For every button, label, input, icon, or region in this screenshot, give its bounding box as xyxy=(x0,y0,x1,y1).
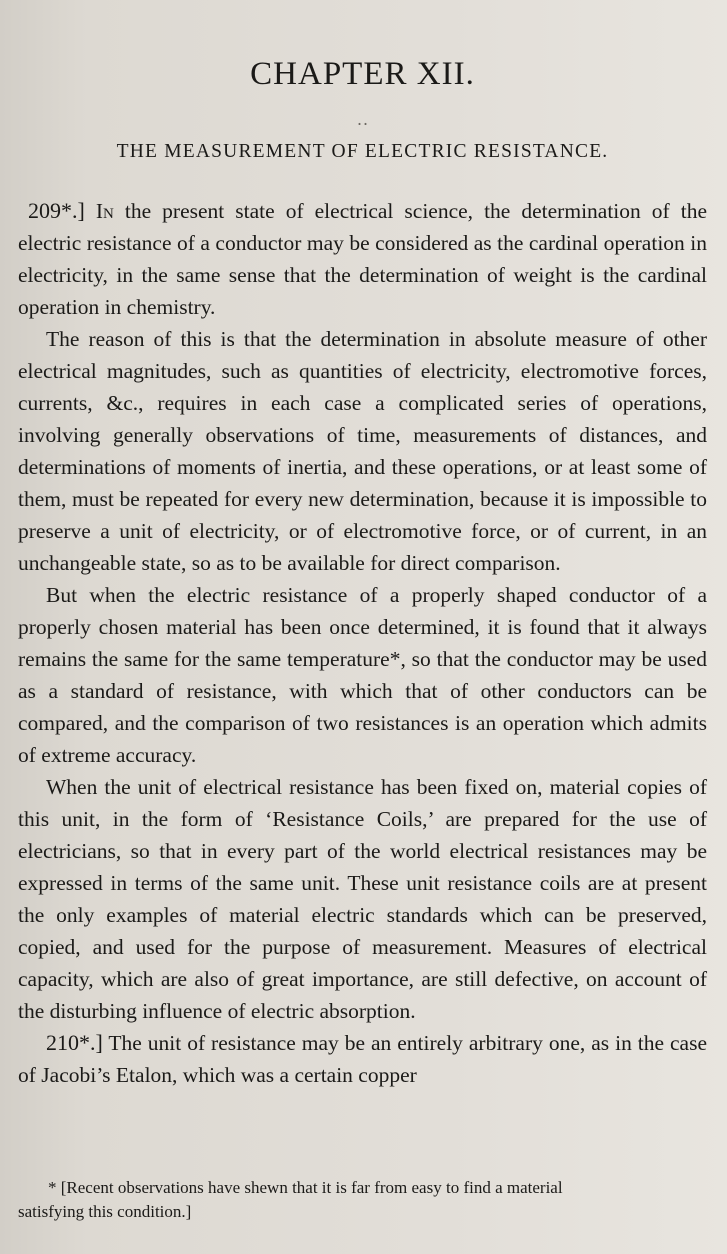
footnote xyxy=(18,1176,701,1224)
footnote-line: * [Recent observations have shewn that it is far from easy to find a material xyxy=(48,1178,563,1197)
paragraph-lead-word: In xyxy=(95,199,114,223)
paragraph-209 xyxy=(18,195,707,323)
footnote-line: satisfying this condition.] xyxy=(18,1202,192,1221)
body-text xyxy=(18,195,707,1091)
paragraph: But when the electric resistance of a properly shaped conductor of a properly chosen material has been once determined, it is found that it always remains the same for the same temperature*, so that the conductor may be used as a standard of resistance, with which that of other conductors can be compared, and the comparison of two resistances is an operation which admits of extreme accuracy. xyxy=(18,583,707,767)
paragraph: The reason of this is that the determination in absolute measure of other electrical magnitudes, such as quantities of electricity, electromotive forces, currents, &c., requires in each case a complicated series of operations, involving generally observations of time, measurements of distances, and determinations of moments of inertia, and these operations, or at least some of them, must be repeated for every new determination, because it is impossible to preserve a unit of electricity, or of electromotive force, or of current, in an unchangeable state, so as to be available for direct comparison. xyxy=(18,327,707,575)
paragraph-text: The unit of resistance may be an entirely arbitrary one, as in the case of Jacobi’s Etalon, which was a certain copper xyxy=(18,1031,707,1087)
chapter-heading: CHAPTER XII. xyxy=(250,56,475,92)
paragraph-text: the present state of electrical science, the determination of the electric resistance of a conductor may be considered as the cardinal operation in electricity, in the same sense that the determination of weight is the cardinal operation in chemistry. xyxy=(18,199,707,319)
section-title: THE MEASUREMENT OF ELECTRIC RESISTANCE. xyxy=(116,141,609,162)
paragraph-210 xyxy=(18,1027,707,1091)
paragraph-number: 210*.] xyxy=(46,1030,103,1055)
separator-ornament: ·· xyxy=(356,114,369,134)
paragraph-number: 209*.] xyxy=(28,198,85,223)
paragraph: When the unit of electrical resistance has been fixed on, material copies of this unit, in the form of ‘Resistance Coils,’ are prepared for the use of electricians, so that in every part of the world electrical resistances may be expressed in terms of the same unit. These unit resistance coils are at present the only examples of material electric standards which can be preserved, copied, and used for the purpose of measurement. Measures of electrical capacity, which are also of great importance, are still defective, on account of the disturbing influence of electric absorption. xyxy=(18,775,707,1023)
